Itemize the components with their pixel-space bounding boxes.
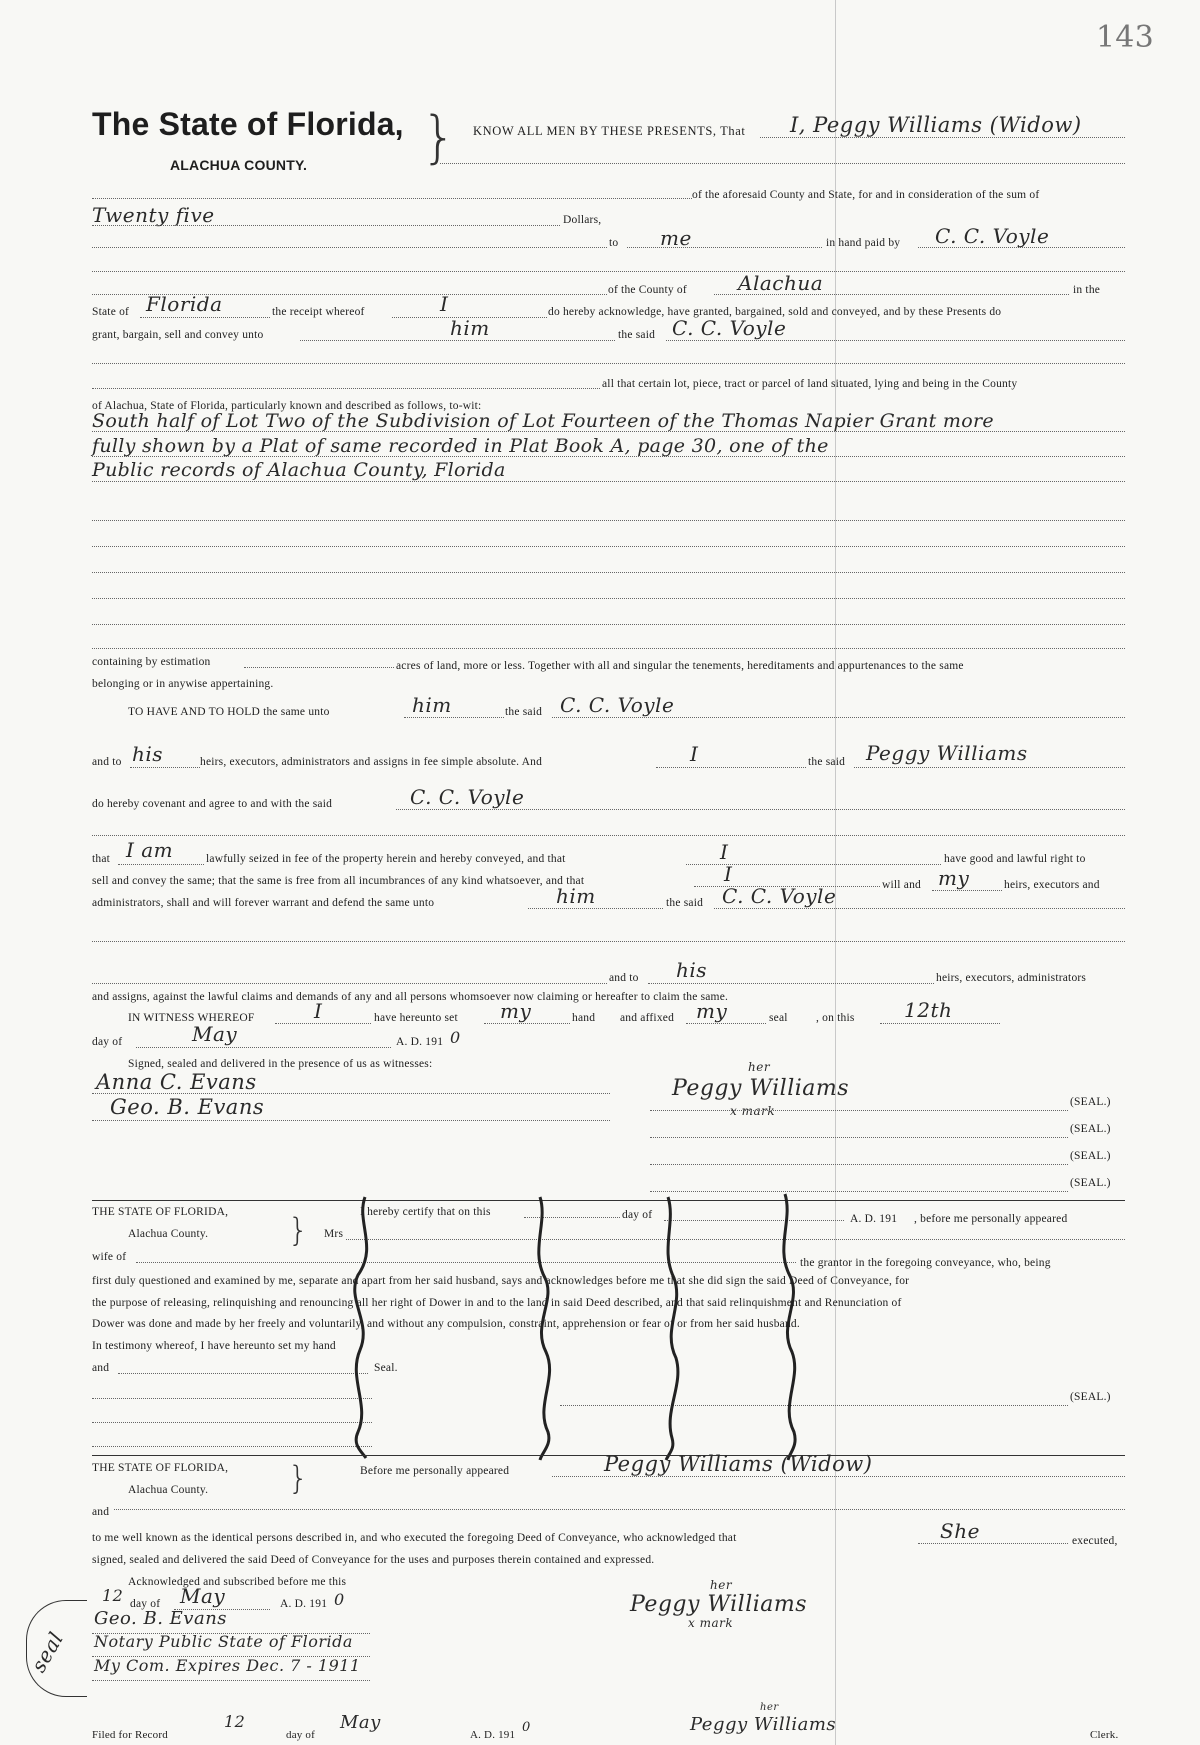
legal-description-3: Public records of Alachua County, Florida	[92, 459, 506, 481]
intro-text: KNOW ALL MEN BY THESE PRESENTS, That	[473, 124, 746, 138]
county-title: ALACHUA COUNTY.	[170, 157, 308, 173]
notary-name: Geo. B. Evans	[94, 1608, 228, 1629]
notary-commission: My Com. Expires Dec. 7 - 1911	[94, 1656, 361, 1675]
legal-description-2: fully shown by a Plat of same recorded in Plat Book A, page 30, one of the	[92, 435, 829, 457]
seal-label: (SEAL.)	[1070, 1096, 1111, 1108]
notary-title: Notary Public State of Florida	[94, 1632, 353, 1651]
grantor-name-2: Peggy Williams	[866, 741, 1028, 765]
state-title: The State of Florida,	[92, 106, 404, 142]
ack-appeared-name: Peggy Williams (Widow)	[604, 1452, 873, 1476]
seal-label: (SEAL.)	[1070, 1177, 1111, 1189]
sum-value: Twenty five	[92, 203, 215, 227]
grantor-signature: Peggy Williams	[672, 1076, 850, 1101]
grantee-name: C. C. Voyle	[672, 316, 787, 340]
paid-by-name: C. C. Voyle	[935, 224, 1050, 248]
header-brace: }	[421, 105, 457, 170]
legal-description-1: South half of Lot Two of the Subdivision of Lot Fourteen of the Thomas Napier Grant more	[92, 410, 994, 432]
witness-2: Geo. B. Evans	[110, 1095, 265, 1119]
deed-page: 143 The State of Florida, ALACHUA COUNTY. } KNOW ALL MEN BY THESE PRESENTS, That I, Peggy Williams (Widow) of the aforesaid County and State, for and in consideration of the sum of Twenty five Dollars, to me in hand paid by C. C. Voyle of the County of Alachua in the State of Florida the receipt whereof I do hereby acknowledge, have granted, bargained, sold and conveyed, and by these Presents do grant, bargain, sell and convey unto him the said C. C. Voyle all that certain lot, piece, tract or parcel of land situated, lying and being in the County of Alachua, State of Florida, particularly known and described as follows, to-wit: South half of Lot Two of the Subdivision of Lot Fourteen of the Thomas Napier Grant more fully shown by a Plat of same recorded in Plat Book A, page 30, one of the Public records of Alachua County, Florida containing by estimation acres of land, more or less. Together with all and singular the tenements, hereditaments and appurtenances to the same belonging or in anywise appertaining. TO HAVE AND TO HOLD the same unto him the said C. C. Voyle and to his heirs, executors, administrators and assigns in fee simple absolute. And I the said Peggy Williams do hereby covenant and agree to and with the said C. C. Voyle that I am lawfully seized in fee of the property herein and hereby conveyed, and that I have good and lawful right to sell and convey the same; that the same is free from all incumbrances of any kind whatsoever, and that I will and my heirs, executors and administrators, shall and will forever warrant and defend the same unto him the said C. C. Voyle and to his heirs, executors, administrators and assigns, against the lawful claims and demands of any and all persons whomsoever now claiming or hereafter to claim the same. IN WITNESS WHEREOF I have hereunto set my hand and affixed my seal , on this 12th day of May A. D. 191 0 Signed, sealed and delivered in the presence of us as witnesses: Anna C. Evans Geo. B. Evans Peggy Williams her x mark (SEAL.) (SEAL.) (SEAL.) (SEAL.) THE STATE OF FLORIDA, Alachua County. } I hereby certify that on this day of A. D. 191 , before me personally appeared Mrs wife of the grantor in the foregoing conveyance, who, being first duly questioned and examined by me, separate and apart from her said husband, says and acknowledges before me that she did sign the said Deed of Conveyance, for the purpose of releasing, relinquishing and renouncing all her right of Dower in and to the land in said Deed described, and that said relinquishment and Renunciation of Dower was done and made by her freely and voluntarily, and without any compulsion, constraint, apprehension or fear of or from her said husband. In testimony whereof, I have hereunto set my hand and Seal. (SEAL.) THE STATE OF FLORIDA, Alachua County. } Before me personally appeared Peggy Williams (Widow) and to me well known as the identical persons described in, and who executed the foregoing Deed of Conveyance, who acknowledged that She executed, signed, sealed and delivered the said Deed of Conveyance for the uses and purposes therein contained and expressed. Acknowledged and subscribed before me this 12 day of May A. D. 191 0 Geo. B. Evans Notary Public State of Florida My Com. Expires Dec. 7 - 1911 seal Peggy Williams her x mark Filed for Record 12 day of May A. D. 191 0 Peggy Williams her Clerk.	[0, 0, 1200, 1745]
grantor-name: I, Peggy Williams (Widow)	[790, 113, 1082, 137]
seal-label: (SEAL.)	[1070, 1150, 1111, 1162]
notary-seal: seal	[26, 1627, 69, 1677]
filed-month: May	[340, 1712, 381, 1733]
ack-signature: Peggy Williams	[630, 1592, 808, 1617]
seal-label: (SEAL.)	[1070, 1123, 1111, 1135]
witness-1: Anna C. Evans	[96, 1070, 257, 1094]
page-number: 143	[1096, 20, 1154, 55]
filing-signature: Peggy Williams	[690, 1714, 837, 1735]
witness-month: May	[192, 1022, 238, 1046]
